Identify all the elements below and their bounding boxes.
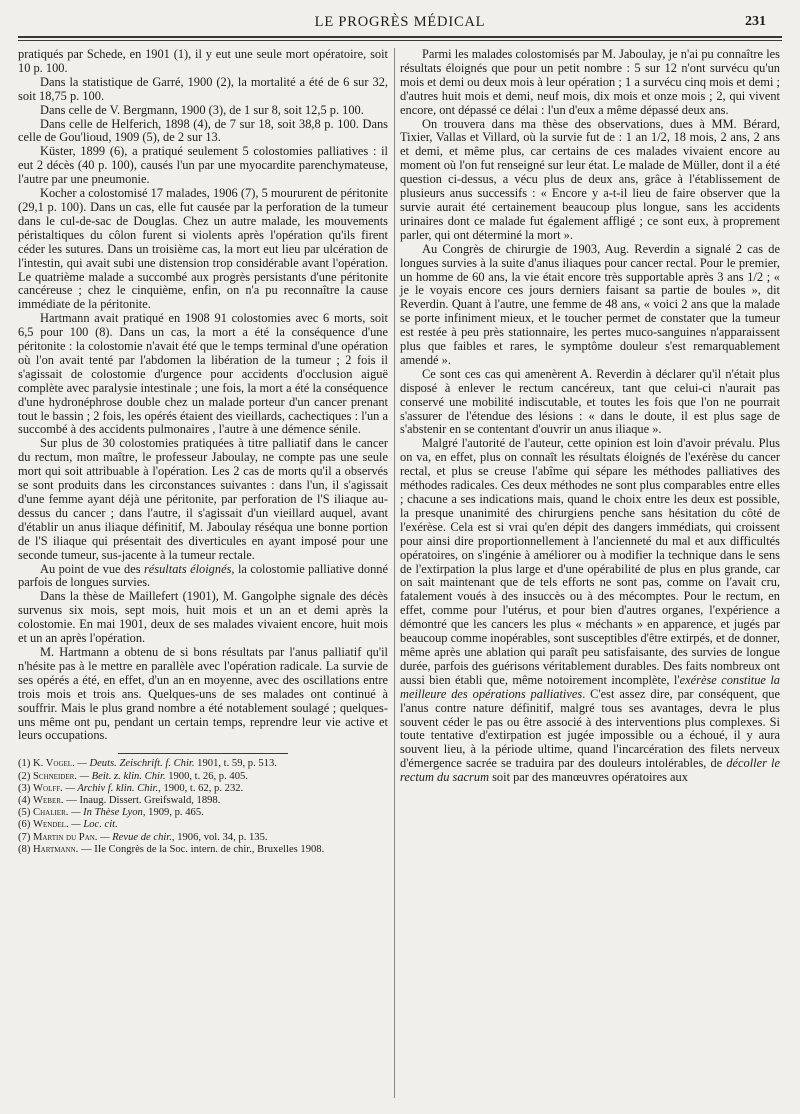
footnote-author: Weber. [33, 794, 64, 806]
paragraph-conclusion [400, 437, 780, 785]
footnote [18, 844, 388, 856]
footnote-author: Hartmann. [33, 843, 79, 855]
footnote-ref: 1901, t. 59, p. 513. [194, 758, 277, 770]
footnote-number: (8) [18, 843, 31, 855]
paragraph: Ce sont ces cas qui amenèrent A. Reverdin à déclarer qu'il n'était plus disposé à enlever le rectum cancéreux, tant que celui-ci n'aurait pas conservé une mobilité indiscutable, et toutes les fois que l'on ne pourrait s'assurer de l'étendue des lésions : « dans le doute, il est plus sage de s'abstenir en se contentant d'ouvrir un anus iliaque ». [400, 366, 780, 437]
footnotes [18, 758, 388, 856]
paragraph: Dans celle de V. Bergmann, 1900 (3), de 1 sur 8, soit 12,5 p. 100. [40, 102, 364, 117]
footnote [18, 771, 388, 783]
footnote-rule [118, 753, 288, 754]
footnote-ref: 1909, p. 465. [145, 807, 204, 819]
footnote-number: (5) [18, 807, 31, 819]
emphasis: résultats éloignés [143, 561, 232, 576]
footnote [18, 832, 388, 844]
footnote-source: — Loc. cit. [71, 819, 118, 831]
footnote-source: — Archiv f. klin. Chir. [65, 782, 159, 794]
paragraph: Parmi les malades colostomisés par M. Jaboulay, je n'ai pu connaître les résultats éloignés que pour un petit nombre : 5 sur 12 n'ont survécu qu'un mois et demi ou deux mois à leur opération ; 1 a survécu cinq mois et demi ; d'autres huit mois et demi, neuf mois, dix mois et onze mois ; 2, qui vivent encore, ont dépassé ce délai : l'un d'eux a même dépassé deux ans. [400, 47, 780, 117]
text-run: Au point de vue des [40, 561, 144, 576]
footnote-source: — In Thèse Lyon, [71, 807, 146, 819]
paragraph: Dans la statistique de Garré, 1900 (2), la mortalité a été de 6 sur 32, soit 18,75 p. 100. [18, 74, 388, 103]
footnote-number: (3) [18, 782, 31, 794]
text-run: , la colostomie palliative donné parfois de longues survies. [18, 561, 388, 590]
paragraph: Küster, 1899 (6), a pratiqué seulement 5 colostomies palliatives : il eut 2 décès (40 p. 100), causés l'un par une myocardite parenchymateuse, l'autre par une pneumonie. [18, 144, 388, 187]
footnote-author: Wolff. [33, 782, 63, 794]
paragraph: pratiqués par Schede, en 1901 (1), il y eut une seule mort opératoire, soit 10 p. 100. [18, 47, 388, 75]
footnote-ref: — Inaug. Dissert. Greifswald, 1898. [63, 794, 221, 806]
footnote-author: Martin du Pan. [33, 831, 98, 843]
footnote [18, 819, 388, 831]
footnote-source: — Beit. z. klin. Chir. [79, 770, 166, 782]
footnote-number: (1) [18, 758, 31, 770]
right-column [400, 48, 780, 785]
header-rule [18, 36, 782, 38]
footnote-number: (2) [18, 770, 31, 782]
paragraph: Au Congrès de chirurgie de 1903, Aug. Reverdin a signalé 2 cas de longues survies à la suite d'anus iliaques pour cancer rectal. Pour le premier, un homme de 60 ans, la vie était encore très supportable après 3 ans 1/2 ; « je le voyais encore ces jours derniers faisant sa partie de boules », dit Reverdin. Quant à l'autre, une femme de 48 ans, « voici 2 ans que la malade se porte infiniment mieux, et le toucher permet de constater que la tumeur est restée à peu près stationnaire, les pertes muco-sanguines n'apparaissent plus que faibles et rares, le symptôme douleur s'est remarquablement amendé ». [400, 241, 780, 367]
text-run: soit par des manœuvres opératoires aux [489, 770, 688, 785]
footnote [18, 795, 388, 807]
journal-title: LE PROGRÈS MÉDICAL [314, 14, 486, 30]
paragraph: On trouvera dans ma thèse des observations, dues à MM. Bérard, Tixier, Vallas et Villard, où la survie fut de : 1 an 1/2, 18 mois, 2 ans, 2 ans et demi, et même plus, car certains de ces malades vivaient encore au moment où l'on fut renseigné sur leur état. Le malade de Müller, dont il a été question ci-dessus, a vécu plus de deux ans, grâce à l'établissement de plusieurs anus successifs : « Encore y a-t-il lieu de faire observer que la survie aurait été certainement beaucoup plus longue, sans les accidents urinaires dont ce malade fut également affligé ; ce sont eux, à proprement parler, qui ont déterminé la mort ». [400, 116, 780, 242]
text-run: Malgré l'autorité de l'auteur, cette opinion est loin d'avoir prévalu. Plus on va, en effet, plus on connaît les résultats éloignés de l'exérèse du cancer rectal, et plus se creuse l'abîme qui sépare les méthodes palliatives des méthodes radicales. Ces deux méthodes ne sont plus comparables entre elles ; chacune a ses indications mais, quand le choix entre les deux est possible, la presque unanimité des chirurgiens penche sans hésitation du côté de l'exérèse. Cela est si vrai qu'en dépit des dangers immédiats, qui croissent pour ainsi dire proportionnellement à l'ancienneté du mal et aux difficultés opératoires, on s'ingénie à améliorer ou à modifier la technique dans le sens de l'extirpation la plus large et d'une opérabilité de plus en plus grande, car on sait maintenant que de tels efforts ne sont pas, comme on l'avait cru, fatalement voués à des insuccès ou à des mécomptes. Pour le rectum, en effet, comme pour l'utérus, et pour bien d'autres organes, l'expérience a démontré que les cancers les plus « méchants » en apparence, et jugés par beaucoup comme inopérables, sont susceptibles d'être extirpés, et de donner, même après une ablation qui paraît peu satisfaisante, des survies de longue durée, parfois des guérisons véritablement durables. Des faits nombreux ont aussi bien établi que, même notoirement incomplète, l' [400, 436, 780, 687]
footnote-author: Chalier. [33, 807, 69, 819]
paragraph: Hartmann avait pratiqué en 1908 91 colostomies avec 6 morts, soit 6,5 pour 100 (8). Dans un cas, la mort a été la conséquence d'une péritonite : la colostomie n'avait été que le temps terminal d'une opération où l'on avait tenté par l'abdomen la libération de la tumeur ; 2 fois il s'agissait de colostomie d'urgence pour accidents d'occlusion aiguë complète avec paralysie intestinale ; une fois, la mort a été la conséquence d'une hydronéphrose double chez un malade porteur d'un cancer prenant tout le bassin ; 2 fois, les opérés étaient des vieillards, cachectiques : l'un a succombé à des accidents pulmonaires , l'autre à une démence sénile. [18, 311, 388, 437]
paragraph: M. Hartmann a obtenu de si bons résultats par l'anus palliatif qu'il n'hésite pas à le mettre en parallèle avec l'opération radicale. La survie de ses opérés a été, en effet, d'un an en moyenne, avec des oscillations entre trois mois et trois ans. Quelques-uns de ses malades ont continué à souffrir. Mais le plus grand nombre a été notablement soulagé ; quelques-uns même ont pu, pendant un certain temps, reprendre leur vie active et leurs occupations. [18, 644, 388, 743]
footnote-ref: — IIe Congrès de la Soc. intern. de chir., Bruxelles 1908. [78, 843, 325, 855]
paragraph-results [18, 563, 388, 591]
footnote-author: Wendel. [33, 819, 69, 831]
footnote-author: K. Vogel. [33, 758, 75, 770]
footnote [18, 758, 388, 770]
footnote [18, 783, 388, 795]
footnote-author: Schneider. [33, 770, 77, 782]
page-header [18, 14, 782, 34]
footnote-ref: , 1900, t. 62, p. 232. [158, 782, 244, 794]
footnote [18, 807, 388, 819]
emphasis: exérèse constitue la meilleure des opérations palliatives [400, 672, 781, 701]
left-column [18, 48, 388, 856]
paragraph: Kocher a colostomisé 17 malades, 1906 (7), 5 moururent de péritonite (29,1 p. 100). Dans un cas, elle fut causée par la perforation de la tumeur dans le cul-de-sac de Douglas. Chez un autre malade, les mouvements péristaltiques du côlon furent si violents après l'opération qu'ils firent céder les sutures. Dans un troisième cas, la mort eut lieu par ulcération de l'intestin, qui avait subi une distension trop considérable avant l'opération. Le quatrième malade a succombé aux progrès persistants d'une péritonite cancéreuse ; chez le cinquième, enfin, on n'a pu reconnaître la cause immédiate de la péritonite. [18, 186, 388, 312]
column-divider [394, 48, 395, 1098]
footnote-number: (4) [18, 794, 31, 806]
footnote-number: (6) [18, 819, 31, 831]
footnote-source: — Deuts. Zeischrift. f. Chir. [77, 758, 195, 770]
page-number: 231 [745, 14, 766, 29]
footnote-number: (7) [18, 831, 31, 843]
text-run: . C'est assez dire, par conséquent, que l'anus contre nature définitif, malgré tous ses avantages, devra le plus souvent céder le pas ou être associé à des interventions plus complexes. Si toute tentative d'extirpation est jugée impossible ou a échoué, il y aura souvent lieu, à la période ultime, quand l'incarcération des filets nerveux d'émergence sacrée se traduira par des douleurs intolérables, de [400, 686, 780, 771]
paragraph: Sur plus de 30 colostomies pratiquées à titre palliatif dans le cancer du rectum, mon maître, le professeur Jaboulay, ne compte pas une seule mort qui soit attribuable à l'opération. Les 2 cas de morts qu'il a observés se sont produits dans les circonstances suivantes : dans l'un, il s'agissait d'une femme ayant déjà une péritonite, par perforation de l'S iliaque au-dessus du cancer ; dans l'autre, il s'agissait d'un vieillard auquel, avant d'établir un anus iliaque définitif, M. Jaboulay réséqua une bonne portion de l'S iliaque qui présentait des diverticules en ayant imposé pour une seconde tumeur, sus-jacente à la tumeur rectale. [18, 436, 388, 562]
header-rule-thin [18, 40, 782, 41]
paragraph: Dans celle de Helferich, 1898 (4), de 7 sur 18, soit 38,8 p. 100. Dans celle de Gou'lioud, 1909 (5), de 2 sur 13. [18, 116, 388, 145]
footnote-source: — Revue de chir. [100, 831, 172, 843]
paragraph: Dans la thèse de Maillefert (1901), M. Gangolphe signale des décès survenus six mois, sept mois, huit mois et un an et demi après la colostomie. En mai 1901, deux de ses malades vivaient encore, huit mois et un an après l'opération. [18, 589, 388, 646]
footnote-ref: 1900, t. 26, p. 405. [165, 770, 248, 782]
footnote-ref: , 1906, vol. 34, p. 135. [171, 831, 268, 843]
emphasis: décoller le rectum du sacrum [400, 756, 781, 785]
